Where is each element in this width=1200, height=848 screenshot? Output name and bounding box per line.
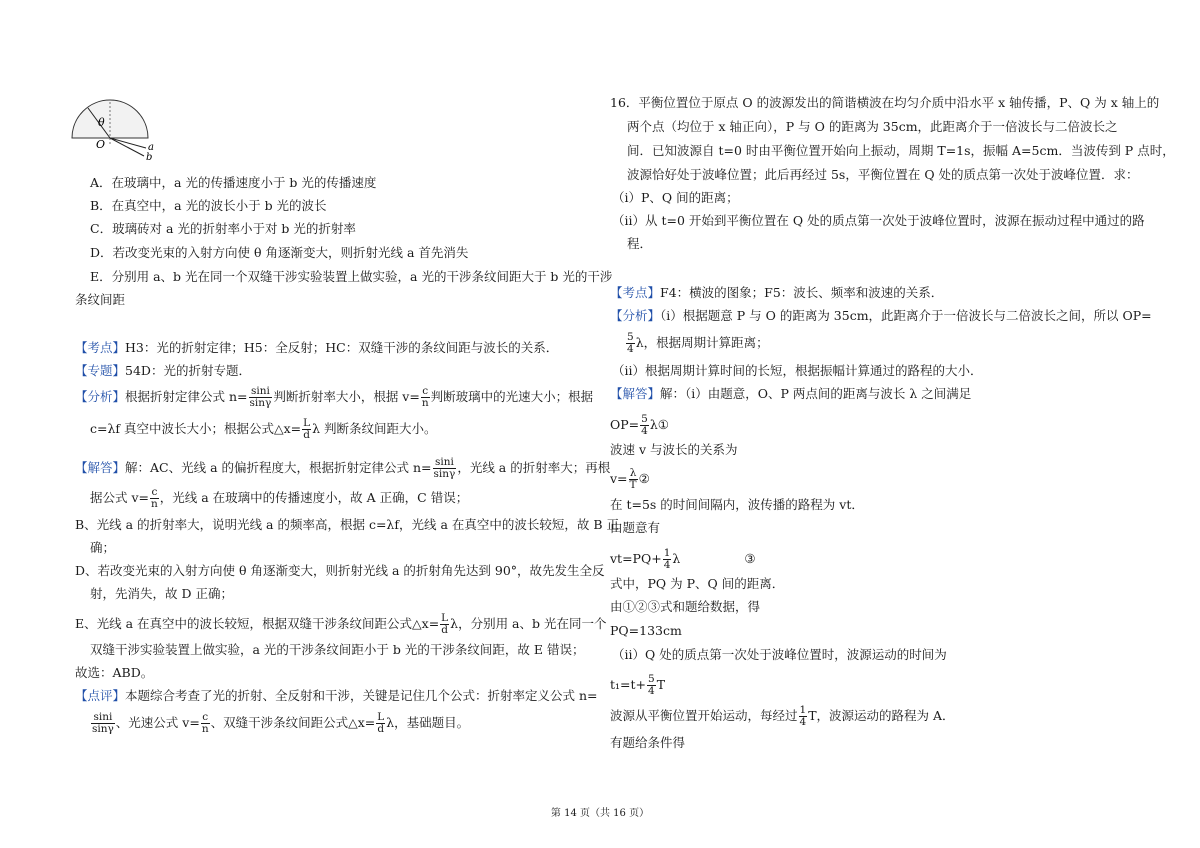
jieda-text: 解：（i）由题意，O、P 两点间的距离与波长 λ 之间满足 — [660, 386, 972, 401]
kaodian-line — [75, 340, 558, 356]
frac-num: L — [441, 612, 449, 624]
fraction-5-4 — [647, 674, 656, 697]
jieda-line-1 — [75, 457, 610, 480]
frac-den: sinγ — [249, 397, 272, 409]
frac-den: T — [629, 479, 637, 491]
frac-den: sinγ — [433, 468, 456, 480]
frac-num: c — [422, 385, 429, 397]
jieda-line-3: B、光线 a 的折射率大，说明光线 a 的频率高，根据 c=λf，光线 a 在真空中的波长较短，故 B 正 — [75, 517, 620, 532]
jieda-line-4: 确； — [90, 540, 116, 555]
jieda-line-5: D、若改变光束的入射方向使 θ 角逐渐变大，则折射光线 a 的折射角先达到 90°，故先发生全反 — [75, 563, 605, 578]
jieda-line-6: 射，先消失，故 D 正确； — [90, 586, 233, 601]
question-16-line-2: 两个点（均位于 x 轴正向），P 与 O 的距离为 35cm，此距离介于一倍波长与二倍波长之 — [627, 119, 1118, 134]
v-equation — [610, 468, 650, 491]
theta-label: θ — [98, 116, 105, 129]
dianping-line-1 — [75, 688, 598, 704]
r-jieda-line-14: 有题给条件得 — [610, 735, 686, 750]
r-fenxi-line-1 — [610, 308, 1152, 324]
jieda-line-9: 故选：ABD。 — [75, 665, 154, 680]
frac-den: 4 — [648, 685, 655, 697]
r-jieda-line-8: 式中，PQ 为 P、Q 间的距离． — [610, 576, 785, 591]
fraction-sini-siny — [249, 386, 273, 409]
kaodian-tag: 【考点】 — [75, 340, 126, 355]
dianping-line-2 — [90, 712, 469, 735]
zhuanti-text: 54D：光的折射专题． — [125, 363, 251, 378]
r-jieda-line-10: PQ=133cm — [610, 623, 682, 638]
fenxi-tag: 【分析】 — [610, 308, 661, 323]
zhuanti-line — [75, 363, 251, 379]
dianping-text: 本题综合考查了光的折射、全反射和干涉，关键是记住几个公式：折射率定义公式 n= — [125, 688, 598, 703]
vt-equation — [610, 548, 756, 571]
equation-text: ② — [638, 471, 650, 486]
fenxi-text: 判断折射率大小，根据 v= — [273, 389, 420, 404]
frac-num: 5 — [627, 331, 634, 343]
jieda-text: E、光线 a 在真空中的波长较短，根据双缝干涉条纹间距公式 — [75, 616, 413, 631]
r-jieda-line-5: 在 t=5s 的时间间隔内，波传播的路程为 vt． — [610, 497, 864, 512]
r-jieda-line-11: （ii）Q 处的质点第一次处于波峰位置时，波源运动的时间为 — [612, 647, 947, 662]
frac-num: sini — [433, 457, 457, 469]
equation-text: OP= — [610, 417, 640, 432]
frac-den: 4 — [663, 559, 671, 571]
fraction-5-4 — [640, 414, 649, 437]
option-c: C．玻璃砖对 a 光的折射率小于对 b 光的折射率 — [90, 221, 356, 236]
fraction-sini-siny — [433, 457, 457, 480]
formula-text: △x= — [348, 715, 376, 730]
jieda-text: 波源从平衡位置开始运动，每经过 — [610, 708, 798, 723]
option-a: A．在玻璃中，a 光的传播速度小于 b 光的传播速度 — [90, 175, 377, 190]
equation-text: λ — [672, 551, 681, 566]
option-b: B．在真空中，a 光的波长小于 b 光的波长 — [90, 198, 327, 213]
option-d: D．若改变光束的入射方向使 θ 角逐渐变大，则折射光线 a 首先消失 — [90, 245, 469, 260]
kaodian-text: H3：光的折射定律；H5：全反射；HC：双缝干涉的条纹间距与波长的关系． — [125, 340, 559, 355]
frac-num: c — [151, 486, 158, 498]
fraction-1-4 — [799, 705, 808, 728]
jieda-text: 解：AC、光线 a 的偏折程度大，根据折射定律公式 n= — [125, 460, 432, 475]
fenxi-text: λ，根据周期计算距离； — [635, 335, 769, 350]
frac-den: n — [201, 723, 209, 735]
zhuanti-tag: 【专题】 — [75, 363, 126, 378]
frac-num: sini — [91, 712, 115, 724]
fenxi-text: 根据折射定律公式 n= — [125, 389, 248, 404]
formula-text: △x= — [412, 616, 440, 631]
equation-text: λ① — [649, 417, 669, 432]
r-fenxi-line-2 — [625, 332, 769, 355]
r-jieda-line-13 — [610, 705, 955, 728]
fenxi-tag: 【分析】 — [75, 389, 126, 404]
frac-num: 5 — [648, 673, 655, 685]
frac-den: n — [421, 397, 429, 409]
frac-num: L — [377, 711, 385, 723]
jieda-tag: 【解答】 — [75, 460, 126, 475]
fraction-l-d — [440, 613, 449, 636]
frac-num: L — [303, 417, 311, 429]
dianping-text: 、光速公式 v= — [115, 715, 200, 730]
kaodian-tag: 【考点】 — [610, 285, 661, 300]
jieda-tag: 【解答】 — [610, 386, 661, 401]
dianping-text: λ，基础题目。 — [386, 715, 470, 730]
formula-text: △x= — [274, 421, 302, 436]
fraction-sini-siny — [91, 712, 115, 735]
t1-equation — [610, 674, 665, 697]
kaodian-text: F4：横波的图象；F5：波长、频率和波速的关系． — [660, 285, 944, 300]
fraction-c-n — [150, 487, 159, 510]
frac-num: 1 — [663, 547, 671, 559]
r-jieda-line-3: 波速 v 与波长的关系为 — [610, 442, 738, 457]
frac-num: sini — [249, 386, 273, 398]
jieda-text: λ，分别用 a、b 光在同一个 — [450, 616, 607, 631]
page-footer: 第 14 页（共 16 页） — [550, 808, 650, 819]
question-16-line-1: 16．平衡位置位于原点 O 的波源发出的简谐横波在均匀介质中沿水平 x 轴传播，P、Q 为 x 轴上的 — [610, 95, 1160, 110]
question-16-line-3: 间．已知波源自 t=0 时由平衡位置开始向上振动，周期 T=1s，振幅 A=5cm．当波传到 P 点时， — [627, 143, 1175, 158]
fraction-c-n — [201, 712, 210, 735]
op-equation — [610, 414, 669, 437]
dianping-text: 、双缝干涉条纹间距公式 — [210, 715, 349, 730]
fenxi-text: 判断玻璃中的光速大小；根据 — [430, 389, 594, 404]
frac-den: sinγ — [92, 723, 114, 735]
fraction-5-4 — [626, 332, 635, 355]
fenxi-text: c=λf 真空中波长大小；根据公式 — [90, 421, 274, 436]
r-fenxi-line-3: （ii）根据周期计算时间的长短，根据振幅计算通过的路程的大小． — [612, 363, 983, 378]
ray-b-label: b — [146, 152, 153, 163]
fraction-l-d — [302, 418, 311, 441]
r-jieda-line-1 — [610, 386, 971, 402]
fenxi-line-2 — [90, 418, 437, 441]
jieda-text: ，光线 a 在玻璃中的传播速度小，故 A 正确，C 错误； — [159, 490, 469, 505]
origin-label: O — [96, 138, 106, 151]
option-e: E．分别用 a、b 光在同一个双缝干涉实验装置上做实验，a 光的干涉条纹间距大于 b 光的干涉 — [90, 269, 613, 284]
dianping-tag: 【点评】 — [75, 688, 126, 703]
frac-den: d — [303, 429, 310, 441]
equation-text: ③ — [744, 551, 756, 566]
jieda-line-8: 双缝干涉实验装置上做实验，a 光的干涉条纹间距小于 b 光的干涉条纹间距，故 E 错误； — [90, 642, 585, 657]
jieda-text: T，波源运动的路程为 A． — [808, 708, 955, 723]
fraction-lambda-t — [629, 468, 638, 491]
question-16-line-4: 波源恰好处于波峰位置；此后再经过 5s，平衡位置在 Q 处的质点第一次处于波峰位置．求： — [627, 167, 1139, 182]
r-jieda-line-9: 由①②③式和题给数据，得 — [610, 599, 761, 614]
fenxi-text: （i）根据题意 P 与 O 的距离为 35cm，此距离介于一倍波长与二倍波长之间，所以 OP= — [660, 308, 1152, 323]
frac-num: λ — [629, 467, 637, 479]
fenxi-text: λ 判断条纹间距大小。 — [312, 421, 437, 436]
fraction-c-n — [421, 386, 430, 409]
jieda-text: ，光线 a 的折射率大；再根 — [457, 460, 611, 475]
semicircle-refraction-figure — [68, 98, 160, 164]
r-jieda-line-6: 由题意有 — [610, 520, 661, 535]
option-e-cont: 条纹间距 — [75, 292, 126, 307]
frac-den: d — [377, 723, 385, 735]
fenxi-line-1 — [75, 386, 593, 409]
equation-text: v= — [610, 471, 628, 486]
frac-den: n — [151, 498, 158, 510]
equation-text: t₁=t+ — [610, 677, 647, 692]
question-16-part-ii-cont: 程． — [627, 236, 653, 251]
frac-num: 1 — [799, 704, 807, 716]
frac-num: 5 — [641, 413, 648, 425]
equation-text: vt=PQ+ — [610, 551, 662, 566]
question-16-part-ii: （ii）从 t=0 开始到平衡位置在 Q 处的质点第一次处于波峰位置时，波源在振动过程中通过的路 — [612, 213, 1145, 228]
jieda-line-2 — [90, 487, 468, 510]
equation-text: T — [656, 677, 666, 692]
frac-den: 4 — [627, 343, 634, 355]
ray-a-label: a — [148, 142, 154, 153]
fraction-1-4 — [663, 548, 672, 571]
question-16-part-i: （i）P、Q 间的距离； — [612, 190, 739, 205]
frac-num: c — [202, 711, 209, 723]
fraction-l-d — [376, 712, 385, 735]
r-kaodian-line — [610, 285, 943, 301]
jieda-line-7 — [75, 613, 606, 636]
frac-den: 4 — [641, 425, 648, 437]
frac-den: 4 — [799, 716, 807, 728]
frac-den: d — [441, 624, 449, 636]
jieda-text: 据公式 v= — [90, 490, 150, 505]
